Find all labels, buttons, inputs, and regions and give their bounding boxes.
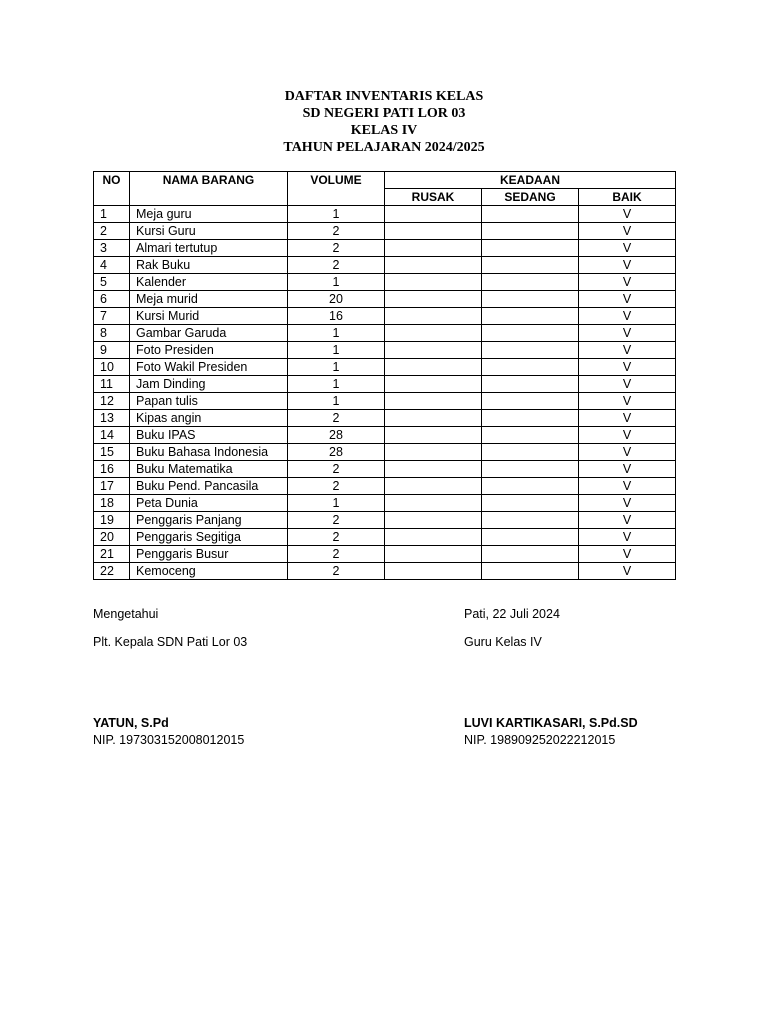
header-baik: BAIK [579,189,676,206]
cell-no: 15 [94,444,130,461]
cell-nama-barang: Peta Dunia [130,495,288,512]
cell-volume: 2 [288,563,385,580]
cell-sedang [482,223,579,240]
left-signer-nip: NIP. 197303152008012015 [93,733,245,747]
cell-sedang [482,291,579,308]
cell-nama-barang: Foto Wakil Presiden [130,359,288,376]
cell-baik: V [579,427,676,444]
table-row [94,206,676,223]
cell-nama-barang: Kipas angin [130,410,288,427]
cell-nama-barang: Penggaris Panjang [130,512,288,529]
cell-nama-barang: Buku Bahasa Indonesia [130,444,288,461]
cell-no: 20 [94,529,130,546]
cell-no: 5 [94,274,130,291]
cell-sedang [482,563,579,580]
cell-rusak [385,427,482,444]
cell-rusak [385,478,482,495]
cell-rusak [385,444,482,461]
cell-volume: 1 [288,359,385,376]
cell-sedang [482,342,579,359]
header-nama-barang: NAMA BARANG [130,172,288,206]
cell-volume: 1 [288,495,385,512]
table-row [94,308,676,325]
table-row [94,444,676,461]
cell-baik: V [579,563,676,580]
cell-sedang [482,257,579,274]
cell-rusak [385,376,482,393]
cell-baik: V [579,291,676,308]
cell-rusak [385,274,482,291]
cell-sedang [482,393,579,410]
table-row [94,529,676,546]
cell-no: 1 [94,206,130,223]
cell-nama-barang: Penggaris Segitiga [130,529,288,546]
cell-nama-barang: Kursi Murid [130,308,288,325]
header-sedang: SEDANG [482,189,579,206]
cell-rusak [385,291,482,308]
cell-nama-barang: Foto Presiden [130,342,288,359]
cell-rusak [385,257,482,274]
table-body [94,206,676,580]
table-header-row [94,172,676,189]
cell-no: 4 [94,257,130,274]
cell-nama-barang: Buku IPAS [130,427,288,444]
cell-nama-barang: Papan tulis [130,393,288,410]
cell-no: 22 [94,563,130,580]
cell-volume: 1 [288,325,385,342]
cell-rusak [385,325,482,342]
cell-nama-barang: Rak Buku [130,257,288,274]
inventory-table [93,171,676,580]
cell-no: 9 [94,342,130,359]
table-row [94,325,676,342]
table-row [94,274,676,291]
table-row [94,410,676,427]
cell-rusak [385,240,482,257]
cell-no: 16 [94,461,130,478]
cell-baik: V [579,478,676,495]
table-row [94,478,676,495]
cell-volume: 1 [288,274,385,291]
cell-baik: V [579,444,676,461]
right-signer-name: LUVI KARTIKASARI, S.Pd.SD [464,716,638,730]
cell-sedang [482,410,579,427]
cell-nama-barang: Meja murid [130,291,288,308]
title-line-4: TAHUN PELAJARAN 2024/2025 [283,140,485,155]
cell-no: 8 [94,325,130,342]
cell-nama-barang: Meja guru [130,206,288,223]
cell-baik: V [579,308,676,325]
cell-nama-barang: Almari tertutup [130,240,288,257]
table-row [94,376,676,393]
table-row [94,291,676,308]
header-no: NO [94,172,130,206]
cell-sedang [482,529,579,546]
cell-volume: 1 [288,206,385,223]
cell-volume: 2 [288,529,385,546]
cell-volume: 20 [288,291,385,308]
cell-baik: V [579,393,676,410]
cell-no: 12 [94,393,130,410]
cell-no: 10 [94,359,130,376]
table-row [94,257,676,274]
table-row [94,461,676,478]
right-signer-nip: NIP. 198909252022212015 [464,733,616,747]
document-title [0,88,768,156]
cell-baik: V [579,410,676,427]
title-line-3: KELAS IV [350,123,418,138]
cell-volume: 2 [288,223,385,240]
cell-no: 21 [94,546,130,563]
cell-rusak [385,393,482,410]
cell-rusak [385,512,482,529]
header-keadaan: KEADAAN [385,172,676,189]
table-row [94,512,676,529]
cell-volume: 28 [288,427,385,444]
cell-volume: 1 [288,342,385,359]
cell-volume: 16 [288,308,385,325]
cell-nama-barang: Gambar Garuda [130,325,288,342]
cell-rusak [385,223,482,240]
cell-no: 3 [94,240,130,257]
cell-sedang [482,444,579,461]
cell-rusak [385,495,482,512]
cell-baik: V [579,342,676,359]
cell-rusak [385,546,482,563]
header-volume: VOLUME [288,172,385,206]
cell-volume: 2 [288,257,385,274]
cell-no: 17 [94,478,130,495]
mengetahui-label: Mengetahui [93,607,159,621]
cell-no: 13 [94,410,130,427]
cell-rusak [385,359,482,376]
cell-nama-barang: Kemoceng [130,563,288,580]
place-date: Pati, 22 Juli 2024 [464,607,560,621]
cell-baik: V [579,359,676,376]
header-rusak: RUSAK [385,189,482,206]
right-signer-role: Guru Kelas IV [464,635,542,649]
table-row [94,240,676,257]
cell-volume: 2 [288,478,385,495]
cell-no: 18 [94,495,130,512]
cell-rusak [385,206,482,223]
cell-volume: 2 [288,240,385,257]
cell-baik: V [579,274,676,291]
cell-sedang [482,376,579,393]
cell-sedang [482,495,579,512]
cell-baik: V [579,546,676,563]
cell-sedang [482,427,579,444]
cell-sedang [482,512,579,529]
cell-sedang [482,478,579,495]
cell-baik: V [579,240,676,257]
cell-baik: V [579,461,676,478]
cell-rusak [385,342,482,359]
table-row [94,223,676,240]
left-signer-role: Plt. Kepala SDN Pati Lor 03 [93,635,248,649]
cell-volume: 28 [288,444,385,461]
cell-baik: V [579,495,676,512]
cell-sedang [482,308,579,325]
cell-no: 7 [94,308,130,325]
cell-baik: V [579,257,676,274]
cell-nama-barang: Penggaris Busur [130,546,288,563]
title-line-2: SD NEGERI PATI LOR 03 [302,106,466,121]
cell-no: 11 [94,376,130,393]
cell-volume: 2 [288,410,385,427]
cell-sedang [482,359,579,376]
cell-volume: 2 [288,512,385,529]
table-row [94,342,676,359]
cell-nama-barang: Kalender [130,274,288,291]
cell-baik: V [579,206,676,223]
cell-rusak [385,308,482,325]
cell-sedang [482,206,579,223]
cell-sedang [482,461,579,478]
cell-nama-barang: Kursi Guru [130,223,288,240]
cell-baik: V [579,529,676,546]
cell-rusak [385,461,482,478]
cell-rusak [385,529,482,546]
cell-no: 6 [94,291,130,308]
cell-nama-barang: Buku Matematika [130,461,288,478]
cell-volume: 2 [288,461,385,478]
table-row [94,427,676,444]
table-row [94,393,676,410]
left-signer-name: YATUN, S.Pd [93,716,169,730]
cell-nama-barang: Buku Pend. Pancasila [130,478,288,495]
cell-volume: 1 [288,376,385,393]
table-row [94,563,676,580]
cell-baik: V [579,376,676,393]
cell-sedang [482,546,579,563]
cell-volume: 1 [288,393,385,410]
table-row [94,359,676,376]
cell-nama-barang: Jam Dinding [130,376,288,393]
cell-baik: V [579,512,676,529]
cell-no: 2 [94,223,130,240]
cell-baik: V [579,325,676,342]
table-row [94,546,676,563]
title-line-1: DAFTAR INVENTARIS KELAS [284,89,484,104]
cell-rusak [385,410,482,427]
cell-sedang [482,274,579,291]
cell-rusak [385,563,482,580]
cell-volume: 2 [288,546,385,563]
cell-no: 14 [94,427,130,444]
table-row [94,495,676,512]
cell-baik: V [579,223,676,240]
cell-no: 19 [94,512,130,529]
cell-sedang [482,325,579,342]
cell-sedang [482,240,579,257]
